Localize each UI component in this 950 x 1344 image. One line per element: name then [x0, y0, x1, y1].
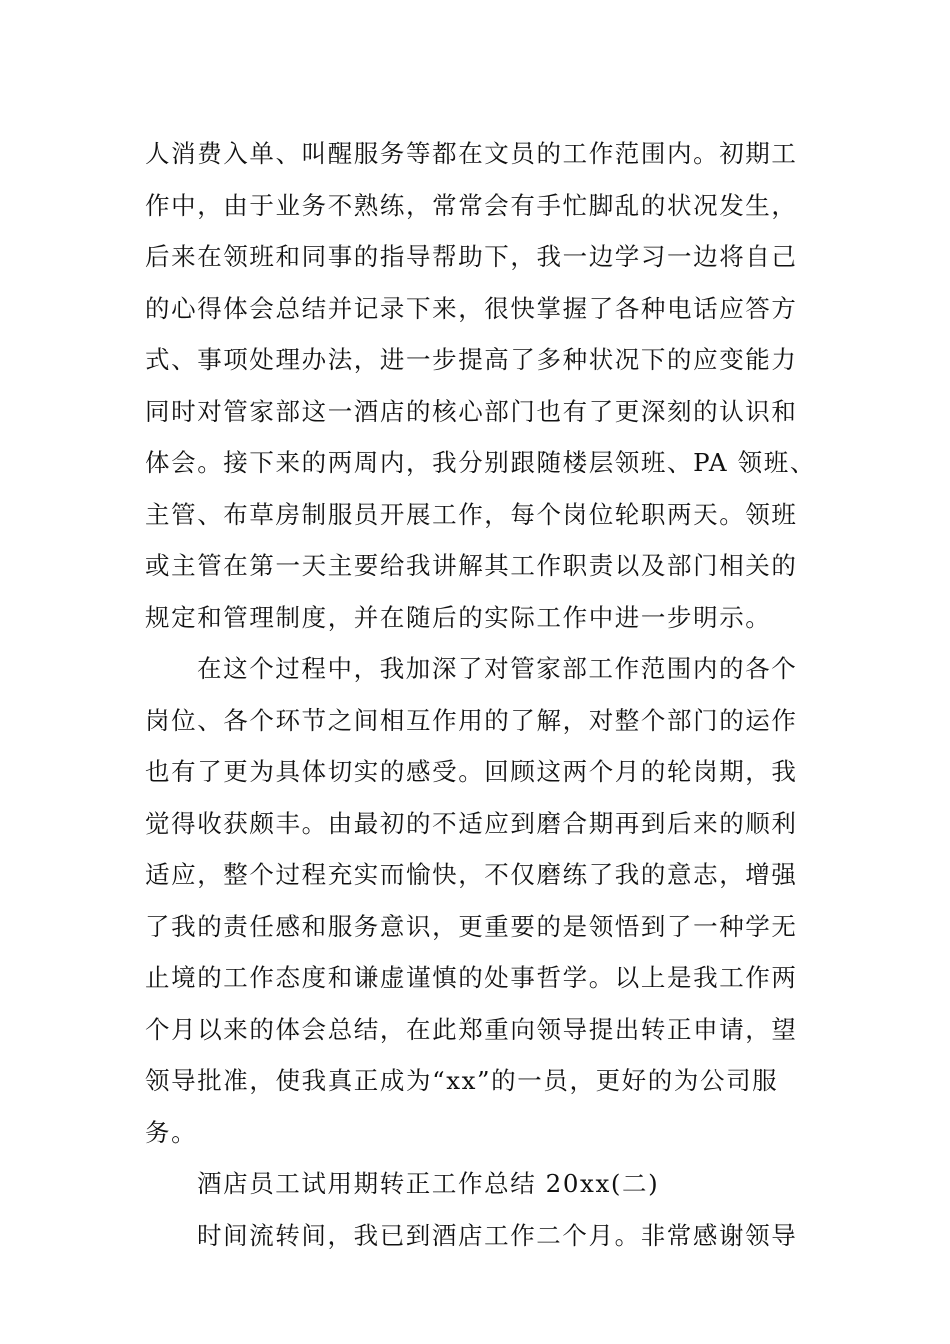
paragraph-2: [145, 643, 810, 1158]
text-line: 的心得体会总结并记录下来，很快掌握了各种电话应答方: [145, 293, 798, 323]
text-line: 了我的责任感和服务意识，更重要的是领悟到了一种学无: [145, 911, 798, 941]
text-line: 规定和管理制度，并在随后的实际工作中进一步明示。: [145, 602, 772, 632]
text-line: 作中，由于业务不熟练，常常会有手忙脚乱的状况发生，: [145, 190, 798, 220]
paragraph-1: [145, 128, 816, 643]
text-line: 在这个过程中，我加深了对管家部工作范围内的各个: [197, 654, 798, 683]
text-line: 领导批准，使我真正成为“xx”的一员，更好的为公司服: [145, 1066, 779, 1095]
text-line: 时间流转间，我已到酒店工作二个月。非常感谢领导: [197, 1220, 798, 1250]
text-line: 适应，整个过程充实而愉快，不仅磨练了我的意志，增强: [145, 860, 798, 889]
text-line: 个月以来的体会总结，在此郑重向领导提出转正申请，望: [145, 1014, 798, 1044]
text-line: 也有了更为具体切实的感受。回顾这两个月的轮岗期，我: [145, 757, 798, 786]
text-line: 主管、布草房制服员开展工作，每个岗位轮职两天。领班: [145, 499, 798, 529]
text-line: 止境的工作态度和谦虚谨慎的处事哲学。以上是我工作两: [145, 963, 798, 992]
text-line: 式、事项处理办法，进一步提高了多种状况下的应变能力: [145, 345, 798, 374]
text-line: 人消费入单、叫醒服务等都在文员的工作范围内。初期工: [145, 139, 798, 168]
paragraph-3: [145, 1210, 810, 1262]
text-line: 同时对管家部这一酒店的核心部门也有了更深刻的认识和: [145, 396, 798, 426]
text-line: 觉得收获颇丰。由最初的不适应到磨合期再到后来的顺利: [145, 808, 798, 838]
text-line: 岗位、各个环节之间相互作用的了解，对整个部门的运作: [145, 705, 798, 735]
text-line: 务。: [145, 1117, 198, 1147]
text-line: 后来在领班和同事的指导帮助下，我一边学习一边将自己: [145, 242, 798, 271]
text-line: 或主管在第一天主要给我讲解其工作职责以及部门相关的: [145, 551, 798, 580]
section-heading: 酒店员工试用期转正工作总结 20xx(二): [197, 1169, 660, 1198]
text-line: 体会。接下来的两周内，我分别跟随楼层领班、PA 领班、: [145, 448, 816, 477]
document-body: [145, 128, 816, 1261]
